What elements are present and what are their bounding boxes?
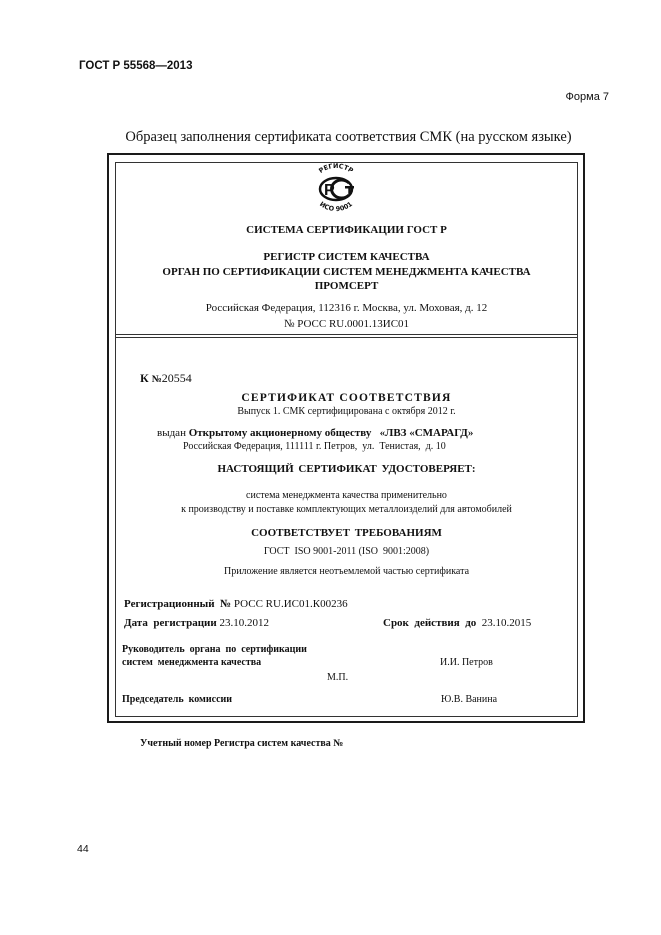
certification-system-title: СИСТЕМА СЕРТИФИКАЦИИ ГОСТ Р xyxy=(246,224,447,236)
registration-number-label: Регистрационный № xyxy=(124,598,232,610)
certificate-issue: Выпуск 1. СМК сертифицирована с октября 2012 г. xyxy=(237,406,456,417)
issued-to-address: Российская Федерация, 111111 г. Петров, ул. Тенистая, д. 10 xyxy=(183,441,446,452)
chair-label: Председатель комиссии xyxy=(122,694,233,705)
form-label: Форма 7 xyxy=(565,91,609,103)
issued-to-label: выдан xyxy=(157,427,186,439)
header-divider xyxy=(115,334,578,338)
issued-to xyxy=(157,427,473,439)
head-name: И.И. Петров xyxy=(440,657,493,668)
number-sign: № xyxy=(151,374,162,385)
chair-name: Ю.В. Ванина xyxy=(441,694,498,705)
appendix-note: Приложение является неотъемлемой частью сертификата xyxy=(223,566,470,577)
validity-label: Срок действия до xyxy=(383,617,477,629)
certifies-heading: НАСТОЯЩИЙ СЕРТИФИКАТ УДОСТОВЕРЯЕТ: xyxy=(217,463,476,475)
certification-body-line2: ПРОМСЕРТ xyxy=(314,280,379,292)
svg-text:Р: Р xyxy=(324,182,335,199)
registry-account-number: Учетный номер Регистра систем качества № xyxy=(140,738,344,749)
certificate-inner-frame xyxy=(115,162,578,717)
body-address: Российская Федерация, 112316 г. Москва, ул. Моховая, д. 12 xyxy=(205,302,488,314)
registration-date-value: 23.10.2012 xyxy=(219,617,269,629)
svg-text:ИСО 9001 xyxy=(318,200,354,213)
issued-to-company: Открытому акционерному обществу «ЛВЗ «СМАРАГД» xyxy=(188,427,474,439)
registration-number-value: РОСС RU.ИС01.К00236 xyxy=(233,598,348,610)
sample-title: Образец заполнения сертификата соответствия СМК (на русском языке) xyxy=(125,129,572,145)
standard-reference: ГОСТ ISO 9001-2011 (ISO 9001:2008) xyxy=(263,546,430,557)
stamp-placeholder: М.П. xyxy=(327,672,349,683)
validity-value: 23.10.2015 xyxy=(481,617,532,629)
logo-bottom-text: ИСО 9001 xyxy=(318,200,354,213)
registration-date xyxy=(124,617,269,629)
number-prefix: К xyxy=(140,371,149,385)
certification-body-line1: ОРГАН ПО СЕРТИФИКАЦИИ СИСТЕМ МЕНЕДЖМЕНТА КАЧЕСТВА xyxy=(162,266,531,278)
scope-line1: система менеджмента качества применительно xyxy=(246,490,447,501)
document-header: ГОСТ Р 55568—2013 xyxy=(79,60,193,72)
svg-text:РЕГИСТР xyxy=(317,163,355,175)
number-value: 20554 xyxy=(161,371,192,385)
accreditation-number: № РОСС RU.0001.13ИС01 xyxy=(283,318,410,330)
head-label-line1: Руководитель органа по сертификации xyxy=(122,644,307,655)
complies-heading: СООТВЕТСТВУЕТ ТРЕБОВАНИЯМ xyxy=(251,527,442,539)
head-label-line2: систем менеджмента качества xyxy=(122,657,262,668)
registration-number xyxy=(124,598,348,610)
certificate-title: СЕРТИФИКАТ СООТВЕТСТВИЯ xyxy=(241,392,452,404)
certificate-number xyxy=(140,371,192,386)
registry-title: РЕГИСТР СИСТЕМ КАЧЕСТВА xyxy=(263,251,430,263)
scope-line2: к производству и поставке комплектующих металлоизделий для автомобилей xyxy=(181,504,512,515)
logo-top-text: РЕГИСТР xyxy=(317,163,355,175)
registry-logo-icon xyxy=(305,163,367,213)
validity-date xyxy=(383,617,531,629)
registration-date-label: Дата регистрации xyxy=(124,617,217,629)
page-number: 44 xyxy=(77,843,89,855)
